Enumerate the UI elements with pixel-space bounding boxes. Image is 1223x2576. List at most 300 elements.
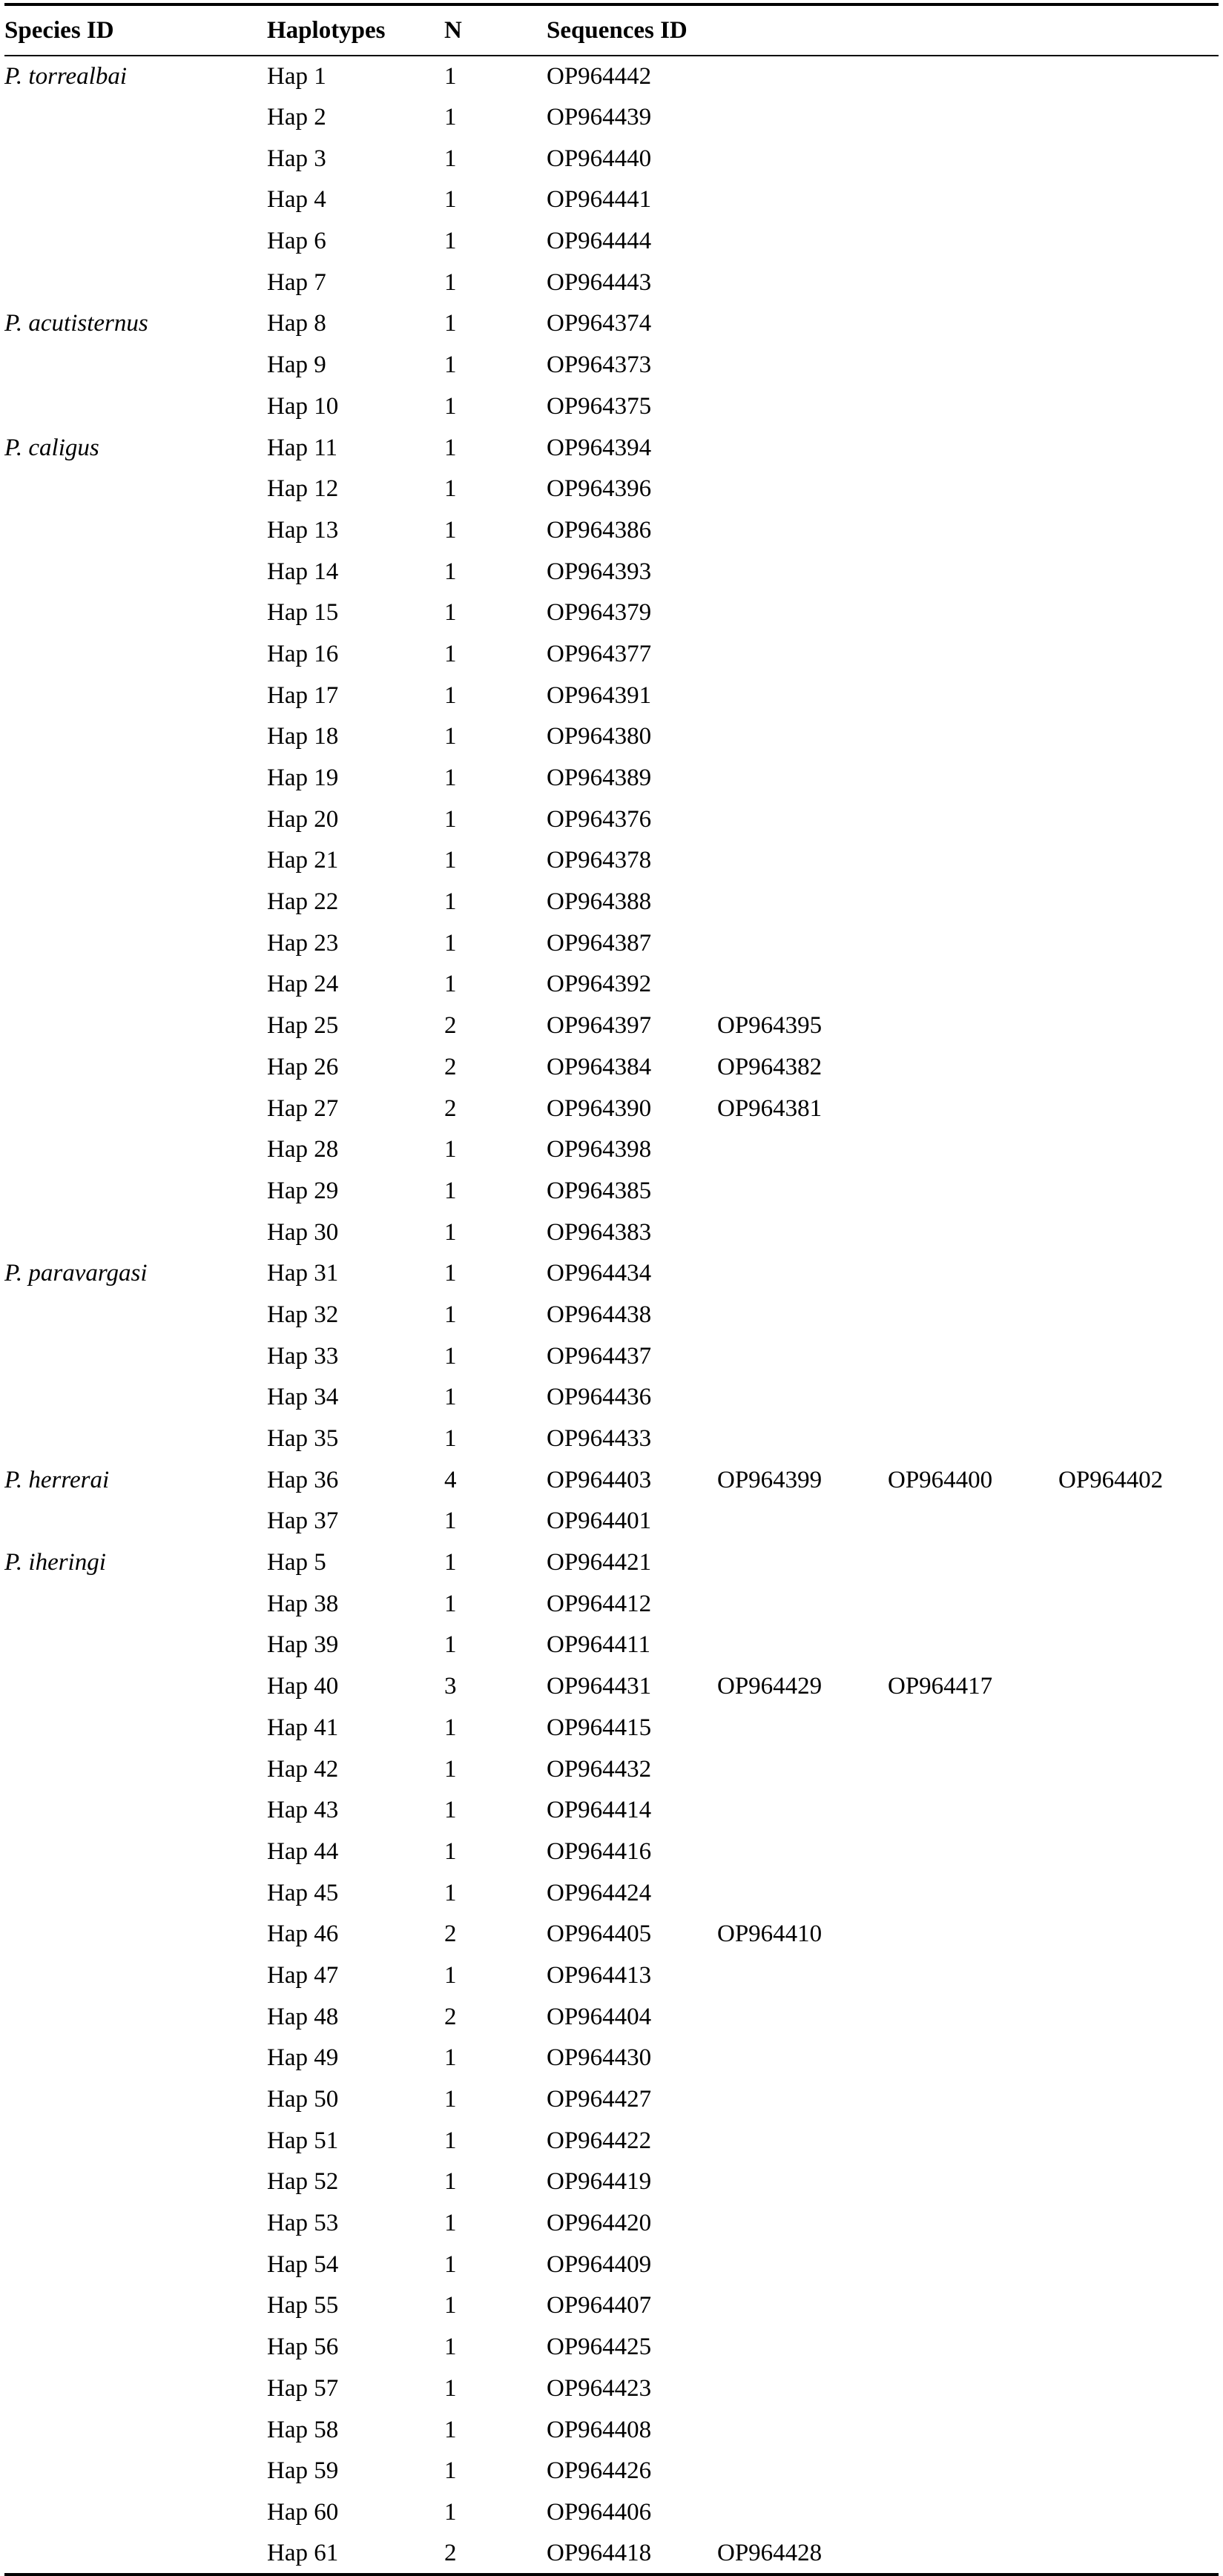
haplotype-cell: Hap 18 xyxy=(267,723,339,750)
sequence-id-cell xyxy=(717,1295,888,1336)
n-cell: 1 xyxy=(444,104,457,131)
sequence-id-cell: OP964382 xyxy=(717,1053,823,1080)
haplotype-cell: Hap 45 xyxy=(267,1879,339,1906)
haplotype-cell: Hap 4 xyxy=(267,186,326,214)
sequence-id-cell xyxy=(888,1212,1058,1253)
sequence-id-cell xyxy=(1058,716,1219,758)
sequence-id-cell xyxy=(888,1914,1058,1955)
sequence-id-cell: OP964418 xyxy=(547,2533,717,2575)
haplotype-cell: Hap 50 xyxy=(267,2086,339,2113)
sequence-id-cell xyxy=(1058,1005,1219,1047)
haplotype-cell: Hap 11 xyxy=(267,434,338,461)
haplotype-cell: Hap 36 xyxy=(267,1466,339,1493)
n-cell: 1 xyxy=(444,1384,457,1411)
sequence-id-cell xyxy=(1058,262,1219,303)
table-row xyxy=(4,1583,1219,1625)
sequence-id-cell xyxy=(717,799,888,840)
sequence-id-cell xyxy=(888,1047,1058,1089)
table-row xyxy=(4,799,1219,840)
species-cell xyxy=(4,758,267,799)
sequence-id-cell xyxy=(888,1088,1058,1129)
n-cell: 1 xyxy=(444,475,457,503)
sequence-id-cell xyxy=(888,1708,1058,1749)
haplotype-cell: Hap 54 xyxy=(267,2250,339,2278)
sequence-id-cell xyxy=(888,1790,1058,1832)
sequence-id-cell: OP964417 xyxy=(888,1673,993,1700)
species-cell xyxy=(4,345,267,386)
sequence-id-cell: OP964393 xyxy=(547,558,652,585)
haplotype-cell: Hap 35 xyxy=(267,1425,339,1453)
sequence-id-cell xyxy=(1058,799,1219,840)
sequence-id-cell xyxy=(1058,2285,1219,2327)
haplotype-cell: Hap 52 xyxy=(267,2168,339,2196)
sequence-id-cell xyxy=(1058,1666,1219,1708)
sequence-id-cell xyxy=(1058,964,1219,1005)
sequence-id-cell: OP964385 xyxy=(547,1177,652,1204)
header-species-id: Species ID xyxy=(4,4,267,56)
sequence-id-cell: OP964386 xyxy=(547,516,652,544)
sequence-id-cell xyxy=(717,551,888,592)
n-cell: 1 xyxy=(444,145,457,172)
species-cell xyxy=(4,2451,267,2492)
table-row xyxy=(4,675,1219,716)
sequence-id-cell xyxy=(717,882,888,923)
sequence-id-cell xyxy=(1058,1501,1219,1542)
species-cell xyxy=(4,1212,267,1253)
table-row xyxy=(4,922,1219,964)
sequence-id-cell: OP964440 xyxy=(547,145,652,172)
species-cell xyxy=(4,716,267,758)
species-cell xyxy=(4,1419,267,1460)
table-row xyxy=(4,510,1219,552)
species-cell xyxy=(4,262,267,303)
table-row xyxy=(4,303,1219,345)
sequence-id-cell xyxy=(717,1419,888,1460)
sequence-id-cell xyxy=(1058,2492,1219,2534)
sequence-id-cell xyxy=(888,179,1058,221)
haplotype-cell: Hap 61 xyxy=(267,2533,444,2575)
haplotype-cell: Hap 46 xyxy=(267,1921,339,1948)
haplotype-cell: Hap 30 xyxy=(267,1218,339,1246)
table-row xyxy=(4,56,1219,97)
haplotype-cell: Hap 14 xyxy=(267,558,339,585)
n-cell: 1 xyxy=(444,228,457,255)
sequence-id-cell: OP964381 xyxy=(717,1094,823,1122)
haplotype-cell: Hap 37 xyxy=(267,1507,339,1535)
sequence-id-cell xyxy=(1058,2120,1219,2161)
n-cell: 1 xyxy=(444,1797,457,1824)
species-cell xyxy=(4,922,267,964)
table-row xyxy=(4,1996,1219,2038)
sequence-id-cell xyxy=(1058,427,1219,469)
species-cell xyxy=(4,510,267,552)
sequence-id-cell xyxy=(717,138,888,179)
sequence-id-cell xyxy=(888,2079,1058,2121)
sequence-id-cell xyxy=(717,2120,888,2161)
table-row xyxy=(4,964,1219,1005)
sequence-id-cell xyxy=(1058,840,1219,882)
sequence-id-cell xyxy=(717,1748,888,1790)
sequence-id-cell xyxy=(717,1212,888,1253)
sequence-id-cell xyxy=(717,303,888,345)
n-cell: 1 xyxy=(444,1961,457,1989)
sequence-id-cell xyxy=(1058,510,1219,552)
table-row xyxy=(4,427,1219,469)
sequence-id-cell xyxy=(888,1171,1058,1212)
sequence-id-cell xyxy=(1058,922,1219,964)
sequence-id-cell xyxy=(1058,1748,1219,1790)
sequence-id-cell xyxy=(888,2038,1058,2079)
table-row xyxy=(4,2451,1219,2492)
haplotype-table xyxy=(4,3,1219,2576)
sequence-id-cell xyxy=(1058,1212,1219,1253)
n-cell: 1 xyxy=(444,1837,457,1865)
n-cell: 1 xyxy=(444,1177,457,1204)
sequence-id-cell: OP964421 xyxy=(547,1549,652,1576)
species-cell xyxy=(4,882,267,923)
species-cell xyxy=(4,1047,267,1089)
sequence-id-cell xyxy=(888,262,1058,303)
species-cell xyxy=(4,2285,267,2327)
species-cell xyxy=(4,2244,267,2285)
n-cell: 2 xyxy=(444,2003,457,2030)
table-row xyxy=(4,1666,1219,1708)
sequence-id-cell xyxy=(717,345,888,386)
n-cell: 1 xyxy=(444,929,457,957)
species-cell xyxy=(4,1295,267,1336)
sequence-id-cell: OP964430 xyxy=(547,2044,652,2072)
species-cell: P. acutisternus xyxy=(4,310,148,337)
table-row xyxy=(4,882,1219,923)
sequence-id-cell xyxy=(1058,592,1219,634)
sequence-id-cell xyxy=(717,1955,888,1997)
species-cell xyxy=(4,1501,267,1542)
sequence-id-cell: OP964414 xyxy=(547,1797,652,1824)
table-row xyxy=(4,1501,1219,1542)
sequence-id-cell xyxy=(1058,1129,1219,1171)
sequence-id-cell xyxy=(1058,551,1219,592)
haplotype-cell: Hap 58 xyxy=(267,2416,339,2443)
table-row xyxy=(4,1914,1219,1955)
sequence-id-cell xyxy=(717,427,888,469)
sequence-id-cell xyxy=(888,2409,1058,2451)
n-cell: 1 xyxy=(444,2168,457,2196)
table-row xyxy=(4,262,1219,303)
sequence-id-cell: OP964400 xyxy=(888,1466,993,1493)
n-cell: 1 xyxy=(444,1218,457,1246)
sequence-id-cell xyxy=(1058,2038,1219,2079)
sequence-id-cell xyxy=(1058,2079,1219,2121)
table-row xyxy=(4,2285,1219,2327)
haplotype-cell: Hap 7 xyxy=(267,268,326,296)
table-row xyxy=(4,1047,1219,1089)
sequence-id-cell: OP964423 xyxy=(547,2374,652,2402)
species-cell xyxy=(4,1005,267,1047)
haplotype-cell: Hap 12 xyxy=(267,475,339,503)
haplotype-cell: Hap 22 xyxy=(267,888,339,916)
species-cell: P. herrerai xyxy=(4,1466,110,1493)
haplotype-cell: Hap 15 xyxy=(267,599,339,627)
species-cell xyxy=(4,386,267,428)
sequence-id-cell: OP964399 xyxy=(717,1466,823,1493)
table-row xyxy=(4,138,1219,179)
sequence-id-cell xyxy=(717,1129,888,1171)
sequence-id-cell: OP964420 xyxy=(547,2210,652,2237)
sequence-id-cell xyxy=(888,922,1058,964)
species-cell xyxy=(4,1625,267,1666)
species-cell: P. caligus xyxy=(4,434,99,461)
species-cell xyxy=(4,1872,267,1914)
n-cell: 1 xyxy=(444,1755,457,1783)
sequence-id-cell: OP964432 xyxy=(547,1755,652,1783)
sequence-id-cell: OP964411 xyxy=(547,1631,650,1659)
sequence-id-cell: OP964413 xyxy=(547,1961,652,1989)
n-cell: 1 xyxy=(444,2334,457,2361)
sequence-id-cell: OP964419 xyxy=(547,2168,652,2196)
sequence-id-cell xyxy=(1058,303,1219,345)
sequence-id-cell: OP964402 xyxy=(1058,1466,1164,1493)
sequence-id-cell xyxy=(1058,2368,1219,2410)
n-cell: 1 xyxy=(444,1136,457,1163)
sequence-id-cell: OP964412 xyxy=(547,1590,652,1617)
table-row xyxy=(4,2327,1219,2368)
sequence-id-cell xyxy=(717,634,888,676)
sequence-id-cell xyxy=(888,592,1058,634)
sequence-id-cell xyxy=(717,1171,888,1212)
species-cell xyxy=(4,2161,267,2203)
table-row xyxy=(4,1790,1219,1832)
sequence-id-cell xyxy=(717,1253,888,1295)
header-n: N xyxy=(444,4,547,56)
sequence-id-cell: OP964396 xyxy=(547,475,652,503)
haplotype-cell: Hap 21 xyxy=(267,847,339,874)
header-sequences-id: Sequences ID xyxy=(547,4,1219,56)
table-row xyxy=(4,469,1219,510)
sequence-id-cell: OP964410 xyxy=(717,1921,823,1948)
header-haplotypes: Haplotypes xyxy=(267,4,444,56)
n-cell: 1 xyxy=(444,764,457,792)
sequence-id-cell: OP964438 xyxy=(547,1301,652,1328)
sequence-id-cell xyxy=(717,675,888,716)
sequence-id-cell xyxy=(888,675,1058,716)
table-row xyxy=(4,2409,1219,2451)
species-cell xyxy=(4,1790,267,1832)
haplotype-cell: Hap 55 xyxy=(267,2292,339,2319)
haplotype-cell: Hap 32 xyxy=(267,1301,339,1328)
species-cell xyxy=(4,1129,267,1171)
sequence-id-cell: OP964390 xyxy=(547,1094,652,1122)
sequence-id-cell: OP964431 xyxy=(547,1673,652,1700)
sequence-id-cell: OP964395 xyxy=(717,1012,823,1040)
sequence-id-cell: OP964376 xyxy=(547,805,652,833)
table-row xyxy=(4,2492,1219,2534)
sequence-id-cell xyxy=(1058,1377,1219,1419)
table-row xyxy=(4,758,1219,799)
sequence-id-cell xyxy=(1058,2244,1219,2285)
species-cell xyxy=(4,2079,267,2121)
sequence-id-cell xyxy=(888,1419,1058,1460)
table-row xyxy=(4,1377,1219,1419)
haplotype-cell: Hap 41 xyxy=(267,1714,339,1741)
sequence-id-cell: OP964375 xyxy=(547,392,652,420)
sequence-id-cell xyxy=(1058,1914,1219,1955)
table-row xyxy=(4,2368,1219,2410)
n-cell: 1 xyxy=(444,1260,457,1287)
n-cell: 1 xyxy=(444,310,457,337)
sequence-id-cell xyxy=(717,1501,888,1542)
sequence-id-cell: OP964427 xyxy=(547,2086,652,2113)
n-cell: 1 xyxy=(444,1631,457,1659)
sequence-id-cell xyxy=(888,303,1058,345)
sequence-id-cell xyxy=(717,1335,888,1377)
sequence-id-cell xyxy=(888,716,1058,758)
sequence-id-cell: OP964403 xyxy=(547,1466,652,1493)
n-cell: 1 xyxy=(444,558,457,585)
n-cell: 3 xyxy=(444,1673,457,1700)
n-cell: 1 xyxy=(444,2210,457,2237)
sequence-id-cell xyxy=(888,345,1058,386)
sequence-id-cell xyxy=(717,1377,888,1419)
n-cell: 1 xyxy=(444,268,457,296)
sequence-id-cell xyxy=(888,1501,1058,1542)
sequence-id-cell: OP964401 xyxy=(547,1507,652,1535)
haplotype-cell: Hap 56 xyxy=(267,2334,339,2361)
species-cell xyxy=(4,138,267,179)
sequence-id-cell: OP964422 xyxy=(547,2127,652,2154)
sequence-id-cell xyxy=(888,56,1058,97)
n-cell: 1 xyxy=(444,1507,457,1535)
n-cell: 1 xyxy=(444,723,457,750)
table-row xyxy=(4,1212,1219,1253)
sequence-id-cell xyxy=(1058,2533,1219,2575)
sequence-id-cell xyxy=(888,2203,1058,2245)
sequence-id-cell xyxy=(888,1832,1058,1873)
sequence-id-cell xyxy=(888,2244,1058,2285)
sequence-id-cell xyxy=(888,97,1058,139)
table-row xyxy=(4,716,1219,758)
species-cell xyxy=(4,1748,267,1790)
species-cell: P. torrealbai xyxy=(4,62,128,90)
haplotype-cell: Hap 57 xyxy=(267,2374,339,2402)
sequence-id-cell xyxy=(1058,1253,1219,1295)
sequence-id-cell xyxy=(717,922,888,964)
table-row xyxy=(4,592,1219,634)
table-row xyxy=(4,1005,1219,1047)
table-row xyxy=(4,634,1219,676)
sequence-id-cell xyxy=(717,2409,888,2451)
n-cell: 4 xyxy=(444,1466,457,1493)
table-row xyxy=(4,345,1219,386)
sequence-id-cell xyxy=(888,1005,1058,1047)
n-cell: 1 xyxy=(444,351,457,379)
table-row xyxy=(4,1955,1219,1997)
haplotype-cell: Hap 2 xyxy=(267,104,326,131)
sequence-id-cell: OP964373 xyxy=(547,351,652,379)
sequence-id-cell: OP964433 xyxy=(547,1425,652,1453)
sequence-id-cell xyxy=(717,97,888,139)
sequence-id-cell xyxy=(1058,386,1219,428)
sequence-id-cell xyxy=(888,2368,1058,2410)
sequence-id-cell xyxy=(717,1708,888,1749)
haplotype-cell: Hap 8 xyxy=(267,310,326,337)
table-row xyxy=(4,2203,1219,2245)
sequence-id-cell xyxy=(888,1955,1058,1997)
sequence-id-cell xyxy=(717,179,888,221)
sequence-id-cell: OP964394 xyxy=(547,434,652,461)
sequence-id-cell xyxy=(717,510,888,552)
species-cell xyxy=(4,675,267,716)
sequence-id-cell xyxy=(888,758,1058,799)
haplotype-cell: Hap 6 xyxy=(267,228,326,255)
haplotype-cell: Hap 44 xyxy=(267,1837,339,1865)
sequence-id-cell xyxy=(888,2492,1058,2534)
sequence-id-cell xyxy=(888,2451,1058,2492)
n-cell: 2 xyxy=(444,1012,457,1040)
sequence-id-cell xyxy=(717,2079,888,2121)
sequence-id-cell xyxy=(888,386,1058,428)
haplotype-cell: Hap 20 xyxy=(267,805,339,833)
sequence-id-cell xyxy=(1058,1335,1219,1377)
sequence-id-cell xyxy=(1058,138,1219,179)
species-cell xyxy=(4,1832,267,1873)
table-row xyxy=(4,1872,1219,1914)
sequence-id-cell xyxy=(888,1295,1058,1336)
sequence-id-cell xyxy=(1058,2203,1219,2245)
species-cell xyxy=(4,551,267,592)
n-cell: 1 xyxy=(444,2044,457,2072)
n-cell: 1 xyxy=(444,2250,457,2278)
species-cell xyxy=(4,1171,267,1212)
haplotype-cell: Hap 59 xyxy=(267,2457,339,2485)
haplotype-cell: Hap 47 xyxy=(267,1961,339,1989)
sequence-id-cell xyxy=(717,2451,888,2492)
table-row xyxy=(4,1419,1219,1460)
sequence-id-cell xyxy=(717,2203,888,2245)
haplotype-cell: Hap 1 xyxy=(267,62,326,90)
n-cell: 1 xyxy=(444,516,457,544)
sequence-id-cell: OP964429 xyxy=(717,1673,823,1700)
sequence-id-cell: OP964391 xyxy=(547,681,652,709)
species-cell xyxy=(4,1914,267,1955)
n-cell: 2 xyxy=(444,1053,457,1080)
species-cell xyxy=(4,1335,267,1377)
species-cell xyxy=(4,2327,267,2368)
haplotype-cell: Hap 60 xyxy=(267,2498,339,2526)
sequence-id-cell xyxy=(717,386,888,428)
species-cell xyxy=(4,2038,267,2079)
sequence-id-cell xyxy=(888,138,1058,179)
sequence-id-cell xyxy=(888,2120,1058,2161)
sequence-id-cell xyxy=(1058,2161,1219,2203)
sequence-id-cell xyxy=(717,1832,888,1873)
sequence-id-cell xyxy=(1058,179,1219,221)
haplotype-cell: Hap 42 xyxy=(267,1755,339,1783)
sequence-id-cell xyxy=(888,634,1058,676)
n-cell: 1 xyxy=(444,2416,457,2443)
n-cell: 1 xyxy=(444,681,457,709)
haplotype-cell: Hap 27 xyxy=(267,1094,339,1122)
table-row xyxy=(4,1708,1219,1749)
n-cell: 1 xyxy=(444,2498,457,2526)
table-row xyxy=(4,1625,1219,1666)
sequence-id-cell xyxy=(717,758,888,799)
sequence-id-cell xyxy=(888,1625,1058,1666)
haplotype-cell: Hap 40 xyxy=(267,1673,339,1700)
sequence-id-cell: OP964416 xyxy=(547,1837,652,1865)
haplotype-cell: Hap 51 xyxy=(267,2127,339,2154)
n-cell: 2 xyxy=(444,2533,547,2575)
sequence-id-cell xyxy=(1058,1171,1219,1212)
